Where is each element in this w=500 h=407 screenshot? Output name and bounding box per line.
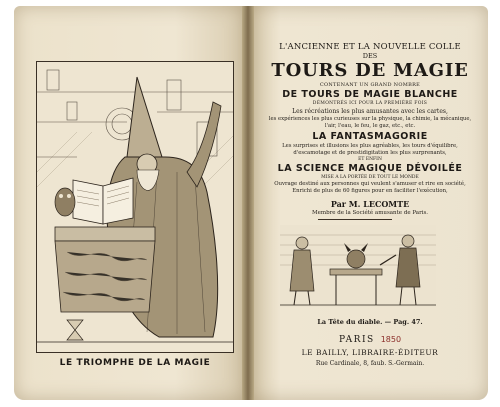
author-note: Membre de la Société amusante de Paris.	[311, 210, 429, 216]
desc-line-cartes: Les récréations les plus amusantes avec les cartes,	[292, 108, 448, 115]
title-page-imprint	[14, 6, 488, 400]
vignette-caption: La Tête du diable. — Pag. 47.	[317, 318, 423, 326]
title-line-et-enfin: ET ENFIN	[358, 157, 382, 162]
desc-line-escamotage: d'escamotage et de prestidigitation les plus surprenants,	[293, 150, 447, 156]
title-line-collection: L'ANCIENNE ET LA NOUVELLE COLLE	[279, 42, 461, 52]
frontispiece-caption: LE TRIOMPHE DE LA MAGIE	[59, 358, 211, 368]
heading-magie-blanche: DE TOURS DE MAGIE BLANCHE	[282, 89, 458, 100]
book-title: TOURS DE MAGIE	[271, 60, 469, 81]
publisher: LE BAILLY, LIBRAIRE-ÉDITEUR	[301, 348, 439, 357]
desc-line-surprises: Les surprises et illusions les plus agréables, les tours d'équilibre,	[282, 143, 458, 149]
publisher-address: Rue Cardinale, 8, faub. S.-Germain.	[315, 360, 425, 367]
title-line-demontres: DÉMONTRÉS ICI POUR LA PREMIÈRE FOIS	[312, 101, 428, 106]
desc-line-ouvrage: Ouvrage destiné aux personnes qui veulent s'amuser et rire en société,	[274, 181, 466, 187]
heading-science-magique: LA SCIENCE MAGIQUE DÉVOILÉE	[277, 163, 463, 174]
title-line-des: DES	[362, 52, 378, 60]
imprint-city: PARIS	[338, 335, 375, 345]
heading-fantasmagorie: LA FANTASMAGORIE	[312, 131, 428, 142]
imprint-city-line	[252, 335, 488, 345]
desc-line-elements: l'air, l'eau, le feu, le gaz, etc., etc.	[324, 123, 416, 129]
author-name: Par M. LECOMTE	[330, 199, 410, 209]
handwritten-year: 1850	[380, 335, 402, 344]
desc-line-figures: Enrichi de plus de 60 figures pour en faciliter l'exécution,	[292, 188, 448, 194]
desc-line-experiences: les expériences les plus curieuses sur la physique, la chimie, la mécanique,	[268, 116, 472, 122]
title-line-portee: MISE A LA PORTÉE DE TOUT LE MONDE	[321, 175, 419, 180]
title-line-contenant: CONTENANT UN GRAND NOMBRE	[319, 82, 421, 88]
